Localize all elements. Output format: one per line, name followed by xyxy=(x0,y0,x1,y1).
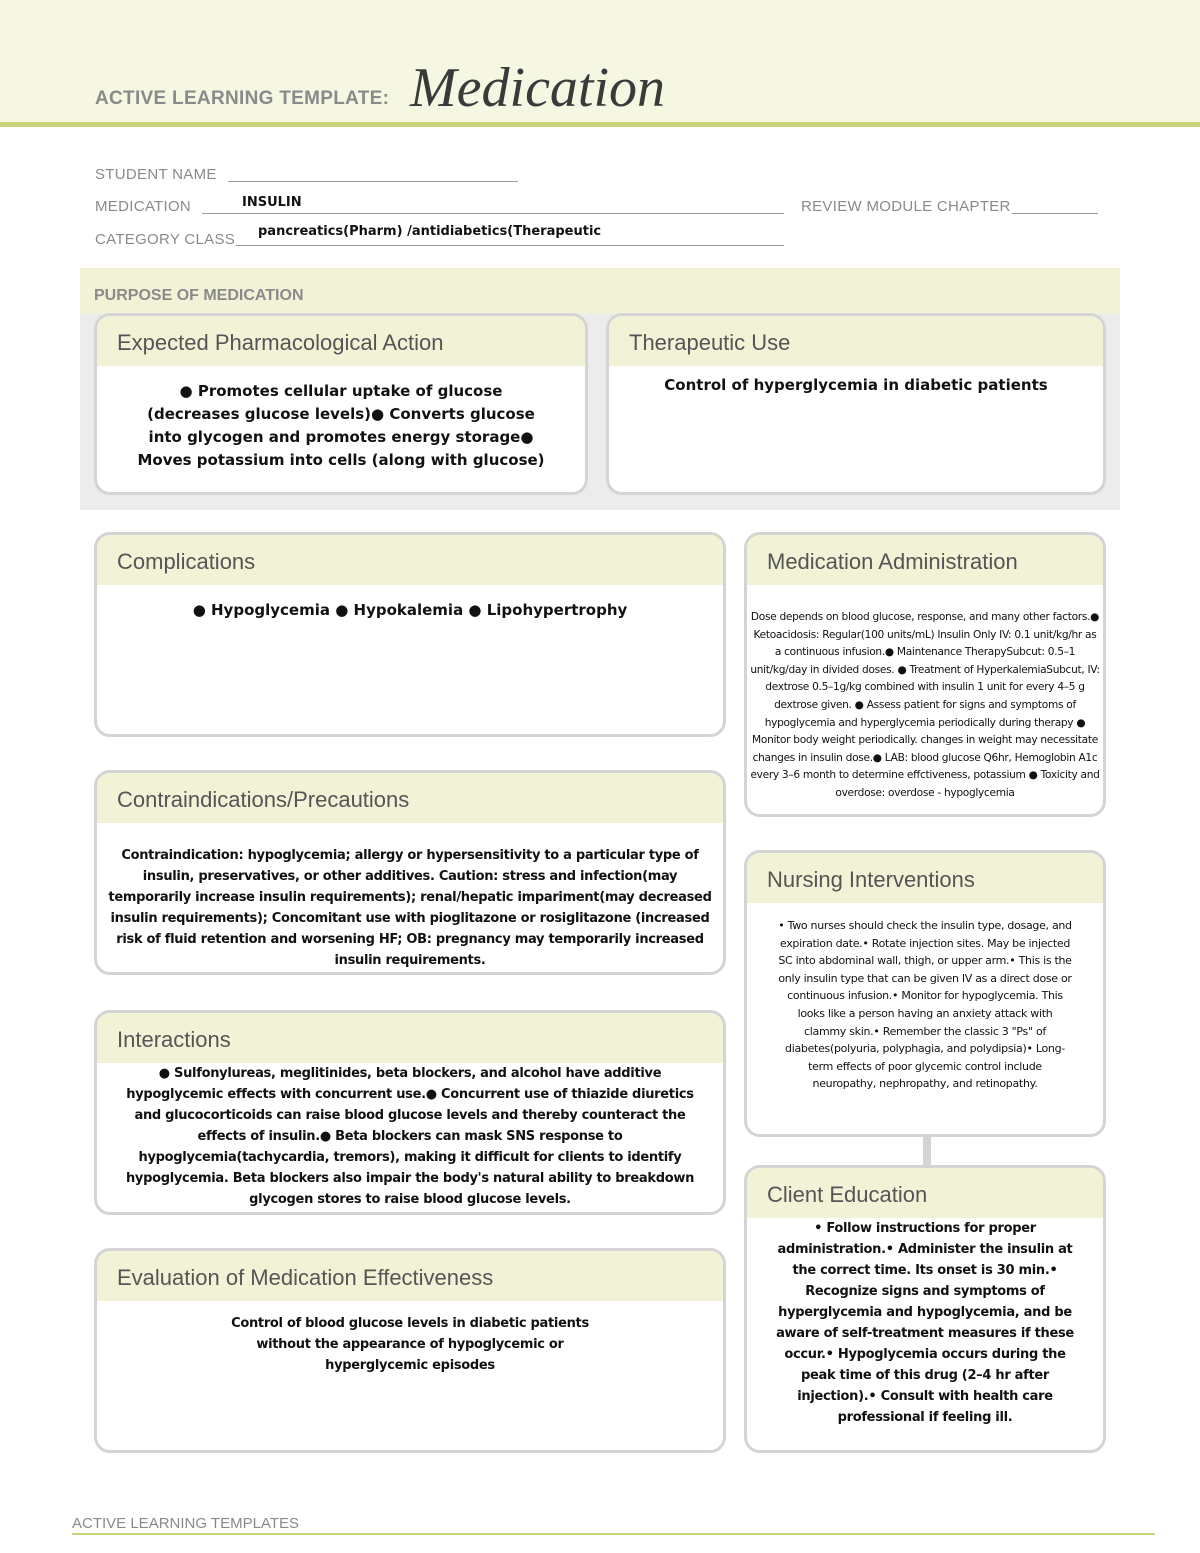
card-title: Therapeutic Use xyxy=(609,316,1103,366)
category-class-label: CATEGORY CLASS xyxy=(95,231,236,248)
header-rule xyxy=(0,122,1200,127)
card-body: ● Hypoglycemia ● Hypokalemia ● Lipohypertrophy xyxy=(192,601,628,619)
card-title: Nursing Interventions xyxy=(747,853,1103,903)
card-body: Control of blood glucose levels in diabetic patients without the appearance of hypoglycemic or hyperglycemic episodes xyxy=(231,1316,589,1373)
medication-value[interactable]: INSULIN xyxy=(242,195,302,210)
card-body: Control of hyperglycemia in diabetic patients xyxy=(664,376,1048,394)
card-client-education xyxy=(744,1165,1106,1453)
card-title: Expected Pharmacological Action xyxy=(97,316,585,366)
footer-rule xyxy=(72,1533,1155,1535)
card-body: Dose depends on blood glucose, response, and many other factors.● Ketoacidosis: Regular(100 units/mL) Insulin Only IV: 0.1 unit/kg/hr as a continuous infusion.● Maintenance TherapySubcut: 0.5–1 unit/kg/day in divided doses. ● Treatment of HyperkalemiaSubcut, IV: dextrose 0.5–1g/kg combined with insulin 1 unit for every 4–5 g dextrose given. ● Assess patient for signs and symptoms of hypoglycemia and hyperglycemia periodically during therapy ● Monitor body weight periodically. changes in weight may necessitate changes in insulin dose.● LAB: blood glucose Q6hr, Hemoglobin A1c every 3–6 month to determine effctiveness, potassium ● Toxicity and overdose: overdose - hypoglycemia xyxy=(750,611,1100,799)
medication-line xyxy=(202,213,784,214)
card-contraindications xyxy=(94,770,726,975)
category-class-line xyxy=(236,245,784,246)
card-expected-action xyxy=(94,313,588,495)
template-title: Medication xyxy=(410,57,666,119)
medication-label: MEDICATION xyxy=(95,198,192,215)
student-name-label: STUDENT NAME xyxy=(95,166,217,183)
card-body: • Two nurses should check the insulin type, dosage, and expiration date.• Rotate injection sites. May be injected SC into abdominal wall, thigh, or upper arm.• This is the only insulin type that can be given IV as a direct dose or continuous infusion.• Monitor for hypoglycemia. This looks like a person having an anxiety attack with clammy skin.• Remember the classic 3 "Ps" of diabetes(polyuria, polyphagia, and polydipsia)• Long-term effects of poor glycemic control include neuropathy, nephropathy, and retinopathy. xyxy=(778,919,1072,1091)
card-title: Medication Administration xyxy=(747,535,1103,585)
connector-bar xyxy=(923,1137,931,1165)
review-module-label: REVIEW MODULE CHAPTER xyxy=(801,198,1011,215)
card-nursing-interventions xyxy=(744,850,1106,1137)
template-label: ACTIVE LEARNING TEMPLATE: xyxy=(95,88,390,109)
card-body: ● Promotes cellular uptake of glucose (decreases glucose levels)● Converts glucose into glycogen and promotes energy storage● Moves potassium into cells (along with glucose) xyxy=(137,382,545,469)
card-title: Contraindications/Precautions xyxy=(97,773,723,823)
card-therapeutic-use xyxy=(606,313,1106,495)
card-title: Complications xyxy=(97,535,723,585)
card-evaluation xyxy=(94,1248,726,1453)
card-title: Interactions xyxy=(97,1013,723,1063)
category-class-value[interactable]: pancreatics(Pharm) /antidiabetics(Therapeutic xyxy=(258,224,602,239)
card-body: • Follow instructions for proper administration.• Administer the insulin at the correct time. Its onset is 30 min.• Recognize signs and symptoms of hyperglycemia and hypoglycemia, and be aware of self-treatment measures if these occur.• Hypoglycemia occurs during the peak time of this drug (2–4 hr after injection).• Consult with health care professional if feeling ill. xyxy=(776,1221,1074,1425)
card-interactions xyxy=(94,1010,726,1215)
card-complications xyxy=(94,532,726,737)
purpose-label: PURPOSE OF MEDICATION xyxy=(94,287,304,304)
footer-label: ACTIVE LEARNING TEMPLATES xyxy=(72,1515,299,1532)
card-title: Evaluation of Medication Effectiveness xyxy=(97,1251,723,1301)
card-title: Client Education xyxy=(747,1168,1103,1218)
card-medication-administration xyxy=(744,532,1106,817)
review-module-line xyxy=(1012,213,1098,214)
student-name-line xyxy=(228,181,518,182)
card-body: Contraindication: hypoglycemia; allergy or hypersensitivity to a particular type of insulin, preservatives, or other additives. Caution: stress and infection(may temporarily increase insulin requirements); renal/hepatic impariment(may decreased insulin requirements); Concomitant use with pioglitazone or rosiglitazone (increased risk of fluid retention and worsening HF; OB: pregnancy may temporarily increased insulin requirements. xyxy=(108,848,712,968)
card-body: ● Sulfonylureas, meglitinides, beta blockers, and alcohol have additive hypoglycemic effects with concurrent use.● Concurrent use of thiazide diuretics and glucocorticoids can raise blood glucose levels and thereby counteract the effects of insulin.● Beta blockers can mask SNS response to hypoglycemia(tachycardia, tremors), making it difficult for clients to identify hypoglycemia. Beta blockers also impair the body's natural ability to breakdown glycogen stores to raise blood glucose levels. xyxy=(125,1066,695,1207)
